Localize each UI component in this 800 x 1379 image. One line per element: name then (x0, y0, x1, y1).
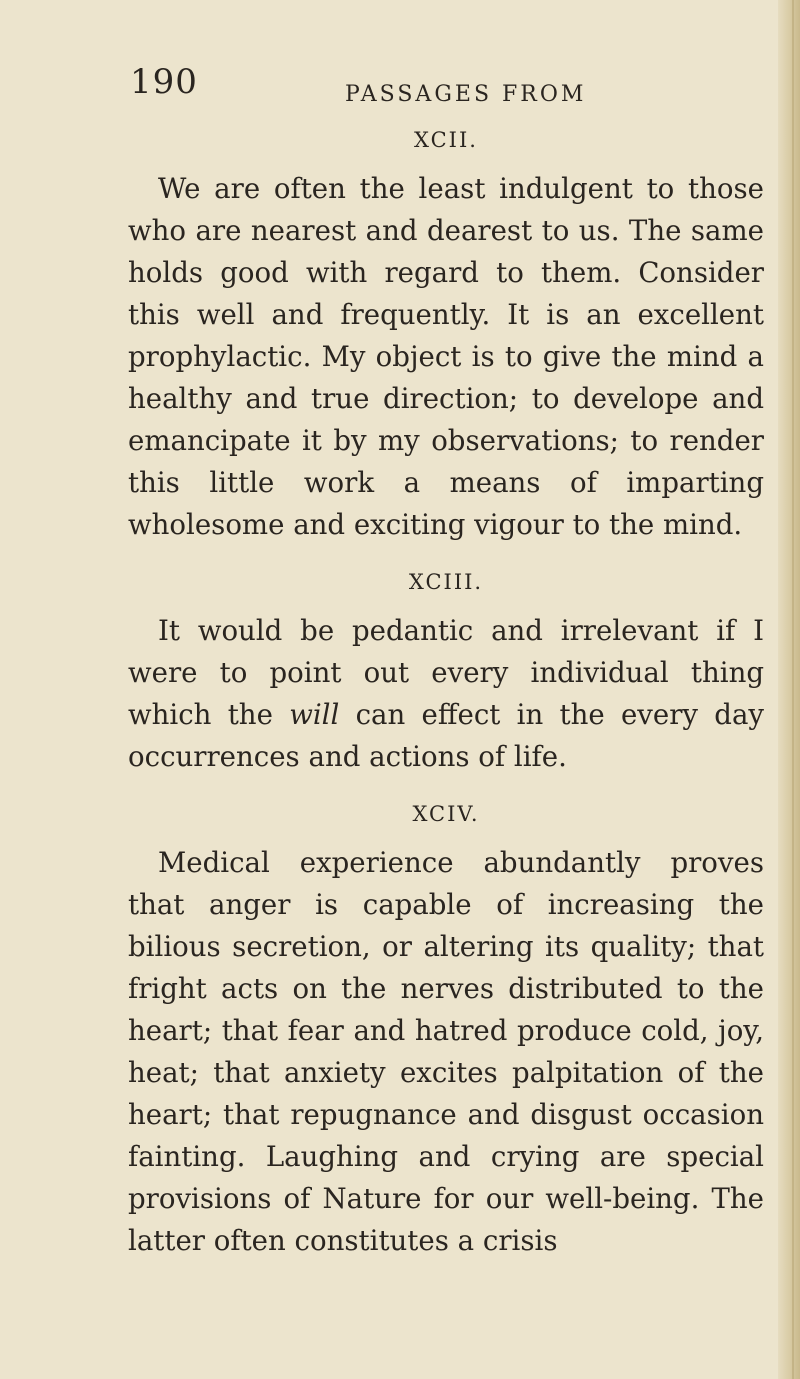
section-text-body: Medical experience abundantly proves that anger is capable of increasing the bilious secretion, or altering its quality; that fright acts on the nerves distributed to the heart; that fear and hatred produce cold, joy, heat; that anxiety excites palpitation of the heart; that repugnance and disgust occasion fainting. Laughing and crying are special provisions of Nature for our well-being. The latter often constitutes a crisis (128, 846, 764, 1257)
section-number: XCII. (414, 128, 478, 152)
section-text (128, 168, 764, 546)
page-edge-line (792, 0, 794, 1379)
section-text-italic: will (289, 698, 340, 731)
section-xcii (128, 120, 764, 546)
page-number: 190 (130, 62, 198, 102)
page-header (0, 62, 800, 112)
section-xciv (128, 794, 764, 1262)
page-edge (778, 0, 800, 1379)
running-head: PASSAGES FROM (345, 82, 587, 107)
section-number: XCIII. (408, 570, 484, 594)
section-text-body: can effect in the every day occurrences and actions of life. (128, 698, 764, 773)
section-text (128, 842, 764, 1262)
page-content (128, 120, 764, 1278)
section-number: XCIV. (412, 802, 480, 826)
section-text-body: We are often the least indulgent to those who are nearest and dearest to us. The same holds good with regard to them. Consider this well and frequently. It is an excellent prophylactic. My object is to give the mind a healthy and true direction; to develope and emancipate it by my observations; to render this little work a means of imparting wholesome and exciting vigour to the mind. (128, 172, 764, 541)
section-text (128, 610, 764, 778)
section-text-body: It would be pedantic and irrelevant if I were to point out every individual thing which the (128, 614, 764, 731)
section-xciii (128, 562, 764, 778)
